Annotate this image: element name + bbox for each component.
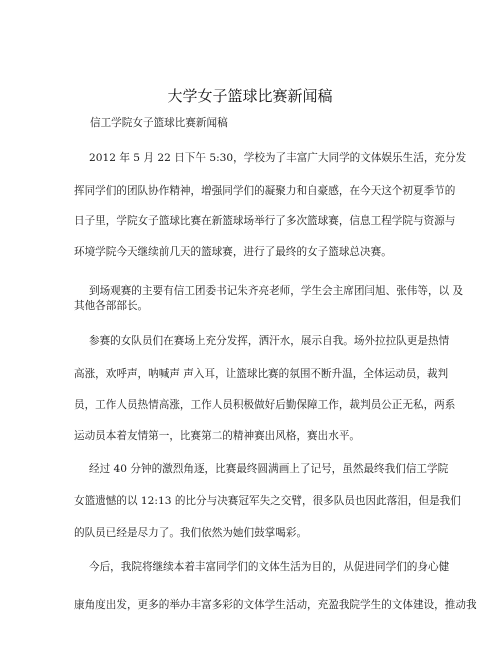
paragraph-line: 今后，我院将继续本着丰富同学们的文体生活为目的，从促进同学们的身心健 bbox=[89, 561, 450, 573]
paragraph-line: 到场观赛的主要有信工团委书记朱齐亮老师，学生会主席团闫旭、张伟等，以 及 bbox=[89, 285, 464, 297]
document-title: 大学女子篮球比赛新闻稿 bbox=[167, 87, 333, 105]
paragraph-line: 女篮遗憾的以 12:13 的比分与决赛冠军失之交臂，很多队员也因此落泪，但是我们 bbox=[74, 495, 461, 507]
paragraph-line: 环境学院今天继续前几天的篮球赛，进行了最终的女子篮球总决赛。 bbox=[74, 246, 392, 258]
paragraph-line: 日子里，学院女子篮球比赛在新篮球场举行了多次篮球赛，信息工程学院与资源与 bbox=[74, 215, 456, 227]
paragraph-line: 运动员本着友情第一，比赛第二的精神赛出风格，赛出水平。 bbox=[74, 430, 361, 442]
paragraph-line: 经过 40 分钟的激烈角逐，比赛最终圆满画上了记号，虽然最终我们信工学院 bbox=[89, 463, 449, 475]
paragraph-line: 2012 年 5 月 22 日下午 5:30，学校为了丰富广大同学的文体娱乐生活，充分发 bbox=[89, 152, 467, 164]
paragraph-line: 挥同学们的团队协作精神，增强同学们的凝聚力和自豪感，在今天这个初夏季节的 bbox=[74, 185, 456, 197]
document-subtitle: 信工学院女子篮球比赛新闻稿 bbox=[90, 117, 228, 129]
paragraph-line: 其他各部部长。 bbox=[74, 300, 149, 312]
paragraph-line: 员，工作人员热情高涨，工作人员积极做好后勤保障工作，裁判员公正无私，两系 bbox=[74, 399, 456, 411]
paragraph-line: 康角度出发，更多的举办丰富多彩的文体学生活动，充盈我院学生的文体建设，推动我 bbox=[74, 599, 477, 611]
paragraph-line: 的队员已经是尽力了。我们依然为她们鼓掌喝彩。 bbox=[74, 527, 308, 539]
paragraph-line: 参赛的女队员们在赛场上充分发挥，洒汗水，展示自我。场外拉拉队更是热情 bbox=[89, 335, 450, 347]
paragraph-line: 高涨，欢呼声，呐喊声 声入耳，让篮球比赛的氛围不断升温，全体运动员，裁判 bbox=[74, 368, 449, 380]
